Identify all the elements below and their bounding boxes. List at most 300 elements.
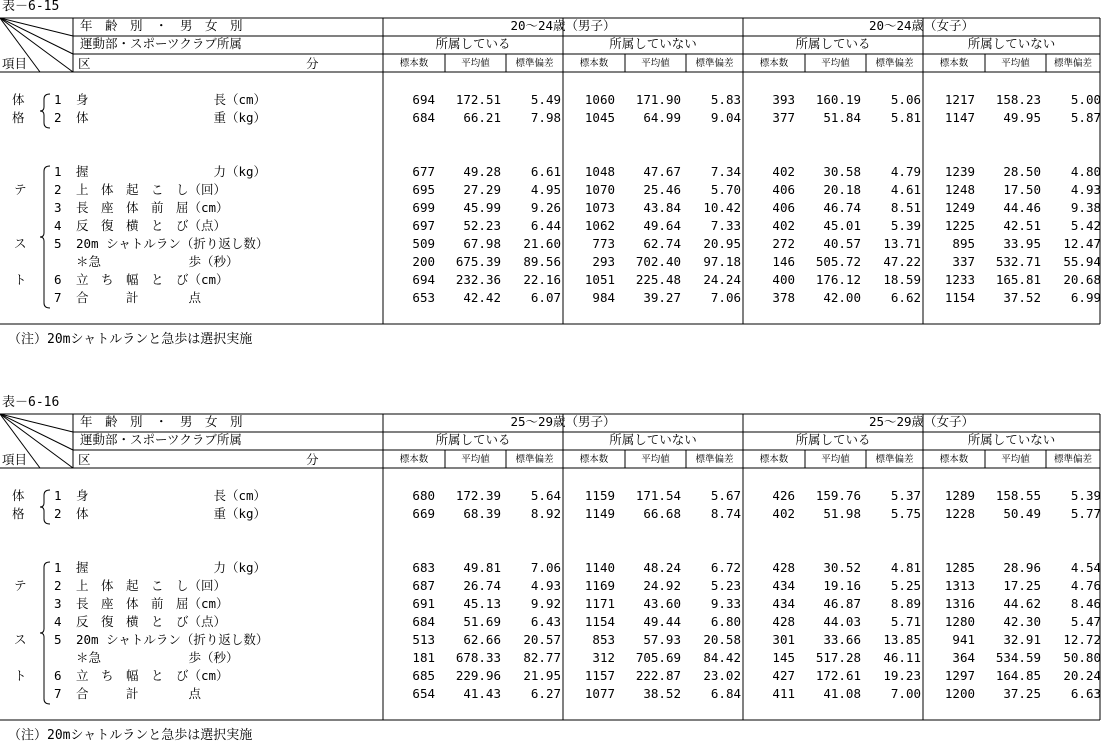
data-cell: 509 [412, 236, 435, 251]
row-label: 上 体 起 こ し（回） [76, 578, 227, 593]
data-cell: 5.37 [890, 488, 921, 503]
data-cell: 40.57 [823, 236, 861, 251]
data-cell: 62.66 [463, 632, 501, 647]
data-cell: 1228 [944, 506, 975, 521]
data-cell: 301 [772, 632, 795, 647]
data-cell: 5.00 [1070, 92, 1101, 107]
row-number: 7 [54, 290, 62, 305]
data-cell: 1225 [944, 218, 975, 233]
data-cell: 5.75 [890, 506, 921, 521]
data-cell: 172.39 [455, 488, 501, 503]
data-cell: 5.39 [1070, 488, 1101, 503]
age-sex-header: 年 齢 別 ・ 男 女 別 [80, 414, 243, 429]
item-header: 項目 [2, 56, 28, 71]
data-cell: 1045 [584, 110, 615, 125]
data-cell: 6.72 [710, 560, 741, 575]
data-cell: 30.52 [823, 560, 861, 575]
data-cell: 47.67 [643, 164, 681, 179]
data-cell: 49.95 [1003, 110, 1041, 125]
row-number: 4 [54, 614, 62, 629]
division-header: 区 [78, 56, 91, 71]
data-cell: 20.57 [523, 632, 561, 647]
data-cell: 171.90 [635, 92, 681, 107]
data-cell: 5.87 [1070, 110, 1101, 125]
data-cell: 1070 [584, 182, 615, 197]
data-cell: 45.01 [823, 218, 861, 233]
data-cell: 984 [592, 290, 615, 305]
data-cell: 364 [952, 650, 975, 665]
data-cell: 38.52 [643, 686, 681, 701]
stat-header: 標本数 [939, 454, 969, 465]
data-cell: 30.58 [823, 164, 861, 179]
data-cell: 393 [772, 92, 795, 107]
data-cell: 675.39 [455, 254, 501, 269]
data-cell: 1157 [584, 668, 615, 683]
data-cell: 1060 [584, 92, 615, 107]
row-label: 立 ち 幅 と び（cm） [76, 272, 229, 287]
stat-header: 標本数 [939, 58, 969, 69]
stat-header: 平均値 [461, 454, 490, 465]
club-status-header: 所属している [795, 36, 871, 51]
data-cell: 695 [412, 182, 435, 197]
data-cell: 165.81 [995, 272, 1041, 287]
data-cell: 669 [412, 506, 435, 521]
data-cell: 20.24 [1063, 668, 1101, 683]
club-status-header: 所属していない [609, 36, 697, 51]
data-cell: 172.61 [815, 668, 861, 683]
stat-header: 標本数 [399, 454, 429, 465]
data-cell: 6.07 [530, 290, 561, 305]
data-cell: 377 [772, 110, 795, 125]
data-cell: 6.27 [530, 686, 561, 701]
row-label: 反 復 横 と び（点） [76, 218, 227, 233]
data-cell: 82.77 [523, 650, 561, 665]
data-cell: 49.44 [643, 614, 681, 629]
data-cell: 532.71 [995, 254, 1041, 269]
data-cell: 145 [772, 650, 795, 665]
data-cell: 47.22 [883, 254, 921, 269]
stat-header: 平均値 [1001, 58, 1030, 69]
age-group-header: 25～29歳（女子） [868, 414, 975, 429]
data-cell: 272 [772, 236, 795, 251]
data-cell: 517.28 [815, 650, 861, 665]
data-cell: 6.44 [530, 218, 561, 233]
age-group-header: 25～29歳（男子） [510, 414, 616, 429]
data-cell: 8.51 [890, 200, 921, 215]
data-cell: 43.60 [643, 596, 681, 611]
data-cell: 51.98 [823, 506, 861, 521]
data-cell: 1147 [944, 110, 975, 125]
data-cell: 171.54 [635, 488, 681, 503]
data-cell: 158.55 [995, 488, 1041, 503]
data-cell: 5.25 [890, 578, 921, 593]
data-cell: 684 [412, 614, 435, 629]
test-category-label: ト [14, 272, 27, 287]
data-cell: 27.29 [463, 182, 501, 197]
data-cell: 427 [772, 668, 795, 683]
data-cell: 406 [772, 182, 795, 197]
footnote: （注）20mシャトルランと急歩は選択実施 [8, 728, 253, 743]
data-cell: 705.69 [635, 650, 681, 665]
data-cell: 677 [412, 164, 435, 179]
data-cell: 200 [412, 254, 435, 269]
data-cell: 699 [412, 200, 435, 215]
data-cell: 941 [952, 632, 975, 647]
item-header: 項目 [2, 452, 28, 467]
data-cell: 5.70 [710, 182, 741, 197]
stat-header: 標本数 [759, 58, 789, 69]
data-cell: 181 [412, 650, 435, 665]
data-cell: 57.93 [643, 632, 681, 647]
row-label: 体 重（kg） [76, 506, 267, 521]
data-cell: 8.92 [530, 506, 561, 521]
data-cell: 8.74 [710, 506, 741, 521]
club-header: 運動部・スポーツクラブ所属 [80, 36, 242, 51]
data-cell: 43.84 [643, 200, 681, 215]
data-cell: 21.95 [523, 668, 561, 683]
data-cell: 1217 [944, 92, 975, 107]
data-cell: 4.54 [1070, 560, 1101, 575]
data-cell: 172.51 [455, 92, 501, 107]
data-cell: 654 [412, 686, 435, 701]
data-cell: 160.19 [815, 92, 861, 107]
data-cell: 18.59 [883, 272, 921, 287]
data-cell: 159.76 [815, 488, 861, 503]
data-cell: 406 [772, 200, 795, 215]
data-cell: 12.47 [1063, 236, 1101, 251]
row-number: 5 [54, 236, 62, 251]
row-number: 2 [54, 506, 62, 521]
data-cell: 64.99 [643, 110, 681, 125]
data-cell: 49.28 [463, 164, 501, 179]
data-cell: 4.81 [890, 560, 921, 575]
data-cell: 176.12 [815, 272, 861, 287]
data-cell: 164.85 [995, 668, 1041, 683]
row-number: 1 [54, 560, 62, 575]
stat-header: 標準偏差 [1053, 58, 1092, 69]
row-number: 2 [54, 578, 62, 593]
data-cell: 46.74 [823, 200, 861, 215]
row-number: 5 [54, 632, 62, 647]
row-number: 1 [54, 164, 62, 179]
test-category-label: ト [14, 668, 27, 683]
data-cell: 853 [592, 632, 615, 647]
data-cell: 1297 [944, 668, 975, 683]
stat-header: 標準偏差 [695, 454, 734, 465]
data-cell: 773 [592, 236, 615, 251]
data-cell: 4.93 [530, 578, 561, 593]
row-number: 1 [54, 488, 62, 503]
data-cell: 42.00 [823, 290, 861, 305]
club-status-header: 所属している [435, 432, 511, 447]
row-label: ＊急 歩（秒） [76, 650, 239, 665]
data-cell: 10.42 [703, 200, 741, 215]
data-cell: 1169 [584, 578, 615, 593]
data-cell: 23.02 [703, 668, 741, 683]
row-number: 4 [54, 218, 62, 233]
data-cell: 66.68 [643, 506, 681, 521]
data-cell: 9.26 [530, 200, 561, 215]
data-cell: 378 [772, 290, 795, 305]
data-cell: 5.81 [890, 110, 921, 125]
row-label: 長 座 体 前 屈（cm） [76, 200, 229, 215]
data-cell: 9.92 [530, 596, 561, 611]
data-cell: 19.16 [823, 578, 861, 593]
row-number: 2 [54, 110, 62, 125]
data-cell: 5.64 [530, 488, 561, 503]
data-cell: 48.24 [643, 560, 681, 575]
data-cell: 428 [772, 614, 795, 629]
data-cell: 8.46 [1070, 596, 1101, 611]
data-cell: 17.50 [1003, 182, 1041, 197]
row-number: 3 [54, 596, 62, 611]
club-status-header: 所属していない [967, 36, 1056, 51]
stat-header: 標準偏差 [695, 58, 734, 69]
data-cell: 5.47 [1070, 614, 1101, 629]
data-cell: 1077 [584, 686, 615, 701]
row-label: 握 力（kg） [76, 164, 267, 179]
data-cell: 4.80 [1070, 164, 1101, 179]
data-cell: 44.62 [1003, 596, 1041, 611]
data-cell: 41.43 [463, 686, 501, 701]
data-cell: 1051 [584, 272, 615, 287]
data-cell: 694 [412, 272, 435, 287]
data-cell: 55.94 [1063, 254, 1101, 269]
data-cell: 1316 [944, 596, 975, 611]
data-cell: 691 [412, 596, 435, 611]
data-cell: 97.18 [703, 254, 741, 269]
data-cell: 24.24 [703, 272, 741, 287]
club-header: 運動部・スポーツクラブ所属 [80, 432, 242, 447]
data-cell: 24.92 [643, 578, 681, 593]
data-cell: 653 [412, 290, 435, 305]
data-cell: 46.11 [883, 650, 921, 665]
test-category-label: ス [14, 236, 27, 251]
stat-header: 標準偏差 [875, 58, 914, 69]
data-cell: 50.80 [1063, 650, 1101, 665]
data-cell: 49.64 [643, 218, 681, 233]
data-cell: 9.33 [710, 596, 741, 611]
data-cell: 13.71 [883, 236, 921, 251]
data-cell: 7.06 [710, 290, 741, 305]
data-cell: 683 [412, 560, 435, 575]
data-cell: 20.58 [703, 632, 741, 647]
data-cell: 687 [412, 578, 435, 593]
data-cell: 1048 [584, 164, 615, 179]
data-cell: 434 [772, 596, 795, 611]
data-cell: 1280 [944, 614, 975, 629]
body-category-label: 体 [12, 92, 25, 107]
data-cell: 694 [412, 92, 435, 107]
data-cell: 67.98 [463, 236, 501, 251]
data-cell: 7.33 [710, 218, 741, 233]
stat-header: 平均値 [641, 58, 670, 69]
data-cell: 49.81 [463, 560, 501, 575]
data-cell: 434 [772, 578, 795, 593]
data-cell: 21.60 [523, 236, 561, 251]
stat-header: 標準偏差 [515, 454, 554, 465]
row-number: 7 [54, 686, 62, 701]
data-cell: 6.61 [530, 164, 561, 179]
data-cell: 33.66 [823, 632, 861, 647]
data-cell: 26.74 [463, 578, 501, 593]
data-cell: 42.30 [1003, 614, 1041, 629]
data-cell: 222.87 [635, 668, 681, 683]
data-cell: 46.87 [823, 596, 861, 611]
age-group-header: 20～24歳（女子） [868, 18, 975, 33]
stat-header: 平均値 [821, 454, 850, 465]
data-cell: 44.03 [823, 614, 861, 629]
data-cell: 146 [772, 254, 795, 269]
data-cell: 12.72 [1063, 632, 1101, 647]
data-cell: 1233 [944, 272, 975, 287]
data-cell: 37.52 [1003, 290, 1041, 305]
data-cell: 402 [772, 218, 795, 233]
data-cell: 7.98 [530, 110, 561, 125]
data-cell: 9.04 [710, 110, 741, 125]
data-cell: 1200 [944, 686, 975, 701]
row-label: 身 長（cm） [76, 92, 267, 107]
data-cell: 7.06 [530, 560, 561, 575]
data-cell: 4.76 [1070, 578, 1101, 593]
body-category-label: 格 [12, 110, 25, 125]
data-cell: 513 [412, 632, 435, 647]
data-cell: 505.72 [815, 254, 861, 269]
data-cell: 39.27 [643, 290, 681, 305]
data-cell: 426 [772, 488, 795, 503]
data-cell: 28.96 [1003, 560, 1041, 575]
data-cell: 158.23 [995, 92, 1041, 107]
data-cell: 42.42 [463, 290, 501, 305]
data-cell: 428 [772, 560, 795, 575]
data-cell: 6.43 [530, 614, 561, 629]
data-cell: 678.33 [455, 650, 501, 665]
row-label: 上 体 起 こ し（回） [76, 182, 227, 197]
club-status-header: 所属していない [609, 432, 697, 447]
data-cell: 19.23 [883, 668, 921, 683]
data-cell: 5.49 [530, 92, 561, 107]
test-category-label: テ [14, 182, 27, 197]
data-cell: 7.34 [710, 164, 741, 179]
data-cell: 4.95 [530, 182, 561, 197]
data-cell: 702.40 [635, 254, 681, 269]
data-cell: 25.46 [643, 182, 681, 197]
data-cell: 37.25 [1003, 686, 1041, 701]
data-cell: 6.99 [1070, 290, 1101, 305]
data-cell: 7.00 [890, 686, 921, 701]
data-cell: 400 [772, 272, 795, 287]
data-cell: 68.39 [463, 506, 501, 521]
division-header-end: 分 [306, 452, 319, 467]
data-cell: 20.95 [703, 236, 741, 251]
data-cell: 89.56 [523, 254, 561, 269]
row-label: 体 重（kg） [76, 110, 267, 125]
stat-header: 標本数 [759, 454, 789, 465]
age-sex-header: 年 齢 別 ・ 男 女 別 [80, 18, 243, 33]
club-status-header: 所属していない [967, 432, 1056, 447]
body-category-label: 体 [12, 488, 25, 503]
data-cell: 62.74 [643, 236, 681, 251]
data-cell: 50.49 [1003, 506, 1041, 521]
data-cell: 232.36 [455, 272, 501, 287]
club-status-header: 所属している [435, 36, 511, 51]
data-cell: 1249 [944, 200, 975, 215]
data-cell: 5.83 [710, 92, 741, 107]
row-number: 1 [54, 92, 62, 107]
data-cell: 4.79 [890, 164, 921, 179]
data-cell: 4.61 [890, 182, 921, 197]
data-cell: 685 [412, 668, 435, 683]
data-cell: 680 [412, 488, 435, 503]
data-cell: 402 [772, 506, 795, 521]
table-caption: 表－6-15 [2, 0, 60, 14]
data-cell: 337 [952, 254, 975, 269]
data-cell: 229.96 [455, 668, 501, 683]
data-cell: 5.71 [890, 614, 921, 629]
row-label: 20m シャトルラン（折り返し数） [76, 236, 269, 251]
data-cell: 402 [772, 164, 795, 179]
data-cell: 411 [772, 686, 795, 701]
data-cell: 5.42 [1070, 218, 1101, 233]
stat-header: 平均値 [821, 58, 850, 69]
row-number: 2 [54, 182, 62, 197]
row-label: 握 力（kg） [76, 560, 267, 575]
stat-header: 標準偏差 [515, 58, 554, 69]
data-cell: 8.89 [890, 596, 921, 611]
row-label: 合 計 点 [76, 290, 202, 305]
data-cell: 66.21 [463, 110, 501, 125]
data-cell: 45.13 [463, 596, 501, 611]
test-category-label: ス [14, 632, 27, 647]
data-cell: 1171 [584, 596, 615, 611]
stat-header: 平均値 [461, 58, 490, 69]
stat-header: 標本数 [579, 454, 609, 465]
table-caption: 表－6-16 [2, 395, 60, 410]
data-cell: 41.08 [823, 686, 861, 701]
row-label: 身 長（cm） [76, 488, 267, 503]
data-cell: 5.23 [710, 578, 741, 593]
stat-header: 標本数 [399, 58, 429, 69]
data-cell: 1285 [944, 560, 975, 575]
data-cell: 84.42 [703, 650, 741, 665]
data-cell: 6.62 [890, 290, 921, 305]
data-cell: 1248 [944, 182, 975, 197]
data-cell: 22.16 [523, 272, 561, 287]
data-cell: 1062 [584, 218, 615, 233]
data-cell: 52.23 [463, 218, 501, 233]
data-cell: 33.95 [1003, 236, 1041, 251]
row-label: 長 座 体 前 屈（cm） [76, 596, 229, 611]
data-cell: 6.63 [1070, 686, 1101, 701]
data-cell: 1289 [944, 488, 975, 503]
data-cell: 28.50 [1003, 164, 1041, 179]
data-cell: 1073 [584, 200, 615, 215]
row-label: 立 ち 幅 と び（cm） [76, 668, 229, 683]
division-header-end: 分 [306, 56, 319, 71]
data-cell: 44.46 [1003, 200, 1041, 215]
data-cell: 13.85 [883, 632, 921, 647]
data-cell: 17.25 [1003, 578, 1041, 593]
stat-header: 平均値 [1001, 454, 1030, 465]
data-cell: 20.18 [823, 182, 861, 197]
club-status-header: 所属している [795, 432, 871, 447]
data-cell: 1159 [584, 488, 615, 503]
data-cell: 42.51 [1003, 218, 1041, 233]
data-cell: 1149 [584, 506, 615, 521]
data-cell: 1140 [584, 560, 615, 575]
data-cell: 697 [412, 218, 435, 233]
data-cell: 1154 [944, 290, 975, 305]
